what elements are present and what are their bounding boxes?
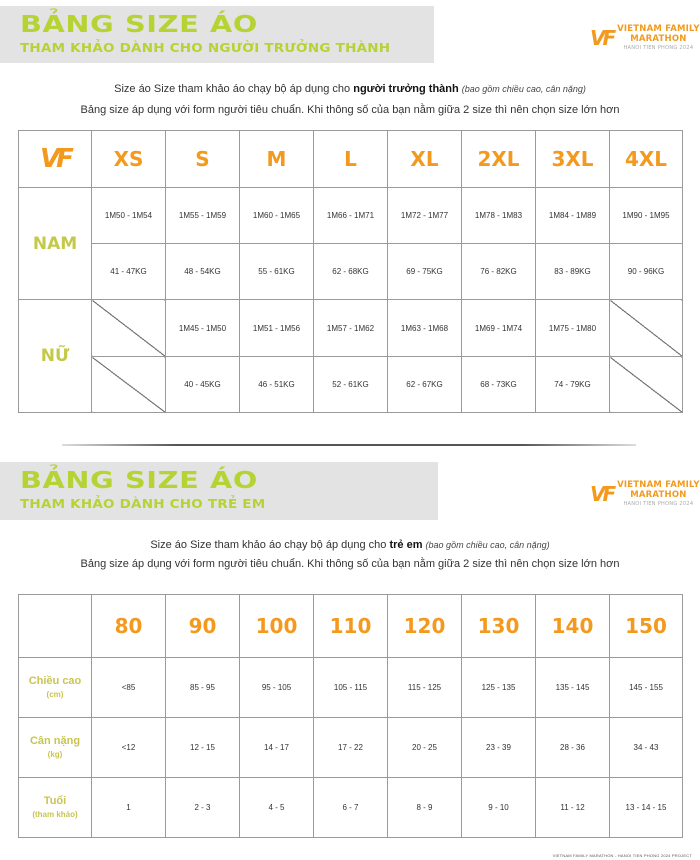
kids-weight: 28 - 36	[536, 718, 610, 778]
empty-cell	[92, 300, 166, 357]
nu-weight: 46 - 51KG	[240, 357, 314, 413]
nu-height: 1M63 - 1M68	[388, 300, 462, 357]
kids-size-header: 110	[314, 595, 388, 658]
weight-unit: (kg)	[47, 749, 63, 759]
weight-label-text: Cân nặng	[29, 734, 81, 747]
height-label-text: Chiều cao	[28, 674, 82, 687]
kids-size-header: 150	[610, 595, 683, 658]
age-unit: (tham khảo)	[32, 809, 78, 819]
kids-age: 11 - 12	[536, 778, 610, 838]
vf-logo-icon: VF	[590, 481, 614, 506]
kids-size-header: 100	[240, 595, 314, 658]
vf-logo-icon: VF	[590, 25, 614, 50]
size-header: L	[314, 131, 388, 188]
kids-height: 85 - 95	[166, 658, 240, 718]
nu-weight: 68 - 73KG	[462, 357, 536, 413]
kids-height: 135 - 145	[536, 658, 610, 718]
nam-height: 1M78 - 1M83	[462, 188, 536, 244]
kids-age: 4 - 5	[240, 778, 314, 838]
nu-weight: 74 - 79KG	[536, 357, 610, 413]
kids-height: 95 - 105	[240, 658, 314, 718]
adult-subtitle: THAM KHẢO DÀNH CHO NGƯỜI TRƯỞNG THÀNH	[20, 40, 391, 55]
nu-height: 1M69 - 1M74	[462, 300, 536, 357]
brand-line3: HANOI TIEN PHONG 2024	[623, 45, 694, 51]
kids-age: 8 - 9	[388, 778, 462, 838]
vf-table-logo-icon: VF	[40, 144, 70, 174]
adult-note-1	[0, 83, 700, 95]
nam-weight: 69 - 75KG	[388, 244, 462, 300]
adult-note-1-text: Size áo Size tham khảo áo chạy bộ áp dụng cho	[114, 83, 354, 95]
nam-weight: 41 - 47KG	[92, 244, 166, 300]
brand-line2: MARATHON	[630, 34, 687, 44]
weight-label	[19, 718, 92, 778]
section-divider	[62, 444, 636, 446]
size-header: XS	[92, 131, 166, 188]
kids-height: 115 - 125	[388, 658, 462, 718]
kids-height: 105 - 115	[314, 658, 388, 718]
nam-label: NAM	[19, 188, 92, 300]
age-label	[19, 778, 92, 838]
nam-height: 1M50 - 1M54	[92, 188, 166, 244]
kids-height: 125 - 135	[462, 658, 536, 718]
kids-size-header: 140	[536, 595, 610, 658]
kids-note-2: Bảng size áp dụng với form người tiêu chuẩn. Khi thông số của bạn nằm giữa 2 size thì nên chọn size lớn hơn	[80, 558, 620, 570]
table-logo	[19, 131, 92, 188]
brand-logo	[590, 480, 700, 507]
nam-height: 1M84 - 1M89	[536, 188, 610, 244]
kids-size-header: 130	[462, 595, 536, 658]
nam-height: 1M66 - 1M71	[314, 188, 388, 244]
nam-weight: 55 - 61KG	[240, 244, 314, 300]
nam-height: 1M90 - 1M95	[610, 188, 683, 244]
adult-note-1-italic: (bao gồm chiều cao, cân nặng)	[461, 84, 586, 94]
empty-cell	[610, 357, 683, 413]
nam-height: 1M60 - 1M65	[240, 188, 314, 244]
nam-weight: 90 - 96KG	[610, 244, 683, 300]
kids-height: <85	[92, 658, 166, 718]
nam-weight: 62 - 68KG	[314, 244, 388, 300]
kids-subtitle: THAM KHẢO DÀNH CHO TRẺ EM	[20, 496, 266, 511]
brand-logo	[590, 24, 700, 51]
nam-weight: 76 - 82KG	[462, 244, 536, 300]
nu-height: 1M75 - 1M80	[536, 300, 610, 357]
kids-age: 6 - 7	[314, 778, 388, 838]
nu-height: 1M57 - 1M62	[314, 300, 388, 357]
nu-weight: 52 - 61KG	[314, 357, 388, 413]
brand-line1: VIETNAM FAMILY	[617, 480, 700, 490]
empty-cell	[19, 595, 92, 658]
kids-note-1-bold: trẻ em	[389, 539, 423, 551]
nam-height: 1M55 - 1M59	[166, 188, 240, 244]
nu-label: NỮ	[19, 300, 92, 413]
kids-weight: 23 - 39	[462, 718, 536, 778]
nu-weight: 40 - 45KG	[166, 357, 240, 413]
kids-weight: 34 - 43	[610, 718, 683, 778]
nam-weight: 83 - 89KG	[536, 244, 610, 300]
brand-line1: VIETNAM FAMILY	[617, 24, 700, 34]
size-header: 4XL	[610, 131, 683, 188]
kids-weight: <12	[92, 718, 166, 778]
nu-height: 1M45 - 1M50	[166, 300, 240, 357]
size-header: 3XL	[536, 131, 610, 188]
size-header: 2XL	[462, 131, 536, 188]
kids-size-table	[18, 594, 683, 838]
kids-age: 2 - 3	[166, 778, 240, 838]
brand-line2: MARATHON	[630, 490, 687, 500]
kids-note-1	[0, 539, 700, 551]
kids-size-header: 80	[92, 595, 166, 658]
kids-title: BẢNG SIZE ÁO	[20, 468, 258, 494]
kids-note-1-italic: (bao gồm chiều cao, cân nặng)	[425, 540, 550, 550]
adult-note-1-bold: người trưởng thành	[353, 83, 459, 95]
kids-age: 13 - 14 - 15	[610, 778, 683, 838]
kids-note-1-text: Size áo Size tham khảo áo chạy bộ áp dụng cho	[150, 539, 390, 551]
kids-age: 9 - 10	[462, 778, 536, 838]
adult-size-table	[18, 130, 683, 413]
size-header: M	[240, 131, 314, 188]
size-header: S	[166, 131, 240, 188]
kids-banner	[0, 462, 438, 520]
kids-weight: 17 - 22	[314, 718, 388, 778]
empty-cell	[92, 357, 166, 413]
age-label-text: Tuổi	[43, 794, 67, 807]
kids-age: 1	[92, 778, 166, 838]
height-label	[19, 658, 92, 718]
nam-height: 1M72 - 1M77	[388, 188, 462, 244]
nam-weight: 48 - 54KG	[166, 244, 240, 300]
kids-size-header: 120	[388, 595, 462, 658]
kids-weight: 12 - 15	[166, 718, 240, 778]
brand-line3: HANOI TIEN PHONG 2024	[623, 501, 694, 507]
kids-size-header: 90	[166, 595, 240, 658]
adult-title: BẢNG SIZE ÁO	[20, 12, 258, 38]
size-header: XL	[388, 131, 462, 188]
empty-cell	[610, 300, 683, 357]
kids-height: 145 - 155	[610, 658, 683, 718]
kids-weight: 14 - 17	[240, 718, 314, 778]
nu-height: 1M51 - 1M56	[240, 300, 314, 357]
kids-weight: 20 - 25	[388, 718, 462, 778]
footer-text: VIETNAM FAMILY MARATHON - HANOI TIEN PHONG 2024 PROJECT	[552, 853, 692, 858]
nu-weight: 62 - 67KG	[388, 357, 462, 413]
adult-banner	[0, 6, 434, 63]
adult-note-2: Bảng size áp dụng với form người tiêu chuẩn. Khi thông số của bạn nằm giữa 2 size thì nên chọn size lớn hơn	[80, 104, 620, 116]
height-unit: (cm)	[46, 689, 64, 699]
